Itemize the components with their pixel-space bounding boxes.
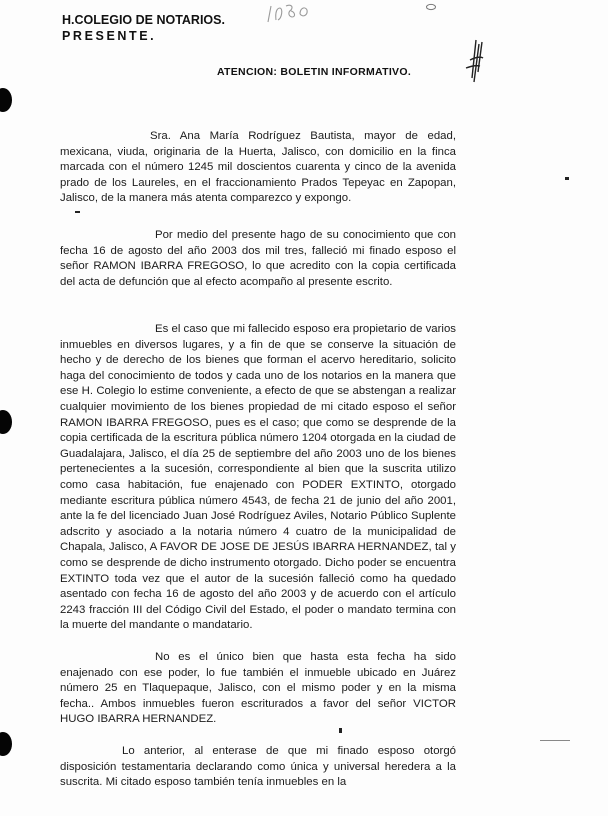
punch-hole <box>0 410 12 434</box>
paragraph-text: Sra. Ana María Rodríguez Bautista, mayor de edad, mexicana, viuda, originaria de la Huerta, Jalisco, con domicilio en la finca marcada con el número 1245 mil doscientos cuarenta y cinco de la avenida prado de los Laureles, en el fraccionamiento Prados Tepeyac en Zapopan, Jalisco, de la manera más atenta comparezco y expongo. <box>60 130 456 205</box>
paragraph <box>60 129 456 207</box>
paragraph-text: Es el caso que mi fallecido esposo era propietario de varios inmuebles en diversos lugares, y a fin de que se conserve la situación de hecho y de derecho de los bienes que forman el acervo hereditario, solicito haga del conocimiento de todos y cada uno de los notarios en la manera que ese H. Colegio lo estime conveniente, a efecto de que se abstengan a realizar cualquier movimiento de los bienes propiedad de mi citado esposo el señor RAMON IBARRA FREGOSO, pues es el caso; que como se desprende de la copia certificada de la escritura pública número 1204 otorgada en la ciudad de Guadalajara, Jalisco, el día 25 de septiembre del año 2003 uno de los bienes pertenecientes a la sucesión, correspondiente al bien que la suscrita utilizo como casa habitación, fue enajenado con PODER EXTINTO, otorgado mediante escritura pública número 4543, de fecha 21 de junio del año 2001, ante la fe del licenciado Juan José Rodríguez Aviles, Notario Público Suplente adscrito y asociado a la notaria número 4 cuatro de la municipalidad de Chapala, Jalisco, A FAVOR DE JOSE DE JESÚS IBARRA HERNANDEZ, tal y como se desprende de dicho instrumento otorgado. Dicho poder se encuentra EXTINTO toda vez que el autor de la sucesión falleció como ha quedado asentado con fecha 16 de agosto del año 2003 y de acuerdo con el artículo 2243 fracción III del Código Civil del Estado, el poder o mandato termina con la muerte del mandante o mandatario. <box>60 323 456 632</box>
addressee-line-present: PRESENTE. <box>62 29 157 43</box>
stray-mark <box>565 177 569 180</box>
paragraph-text: No es el único bien que hasta esta fecha ha sido enajenado con ese poder, lo fue también el inmueble ubicado en Juárez número 25 en Tlaquepaque, Jalisco, con el mismo poder y en la misma fecha.. Ambos inmuebles fueron escriturados a favor del señor VICTOR HUGO IBARRA HERNANDEZ. <box>60 651 456 726</box>
paragraph <box>60 322 456 634</box>
punch-hole <box>0 732 12 756</box>
paragraph-text: Por medio del presente hago de su conocimiento que con fecha 16 de agosto del año 2003 dos mil tres, falleció mi finado esposo el señor RAMON IBARRA FREGOSO, lo que acredito con la copia certificada del acta de defunción que al efecto acompaño al presente escrito. <box>60 229 456 288</box>
paragraph <box>60 228 456 290</box>
signature-initials <box>452 38 488 86</box>
subject-line: ATENCION: BOLETIN INFORMATIVO. <box>216 66 412 78</box>
paragraph <box>60 744 456 791</box>
stray-mark <box>339 728 342 733</box>
handwritten-note <box>262 0 332 26</box>
paragraph-text: Lo anterior, al enterase de que mi finado esposo otorgó disposición testamentaria declarando como única y universal heredera a la suscrita. Mi citado esposo también tenía inmuebles en la <box>60 745 456 789</box>
paragraph <box>60 650 456 728</box>
corner-ring-mark <box>424 2 438 12</box>
addressee-line: H.COLEGIO DE NOTARIOS. <box>62 13 225 27</box>
punch-hole <box>0 88 12 112</box>
stray-mark <box>540 740 570 741</box>
stray-mark <box>75 211 80 213</box>
